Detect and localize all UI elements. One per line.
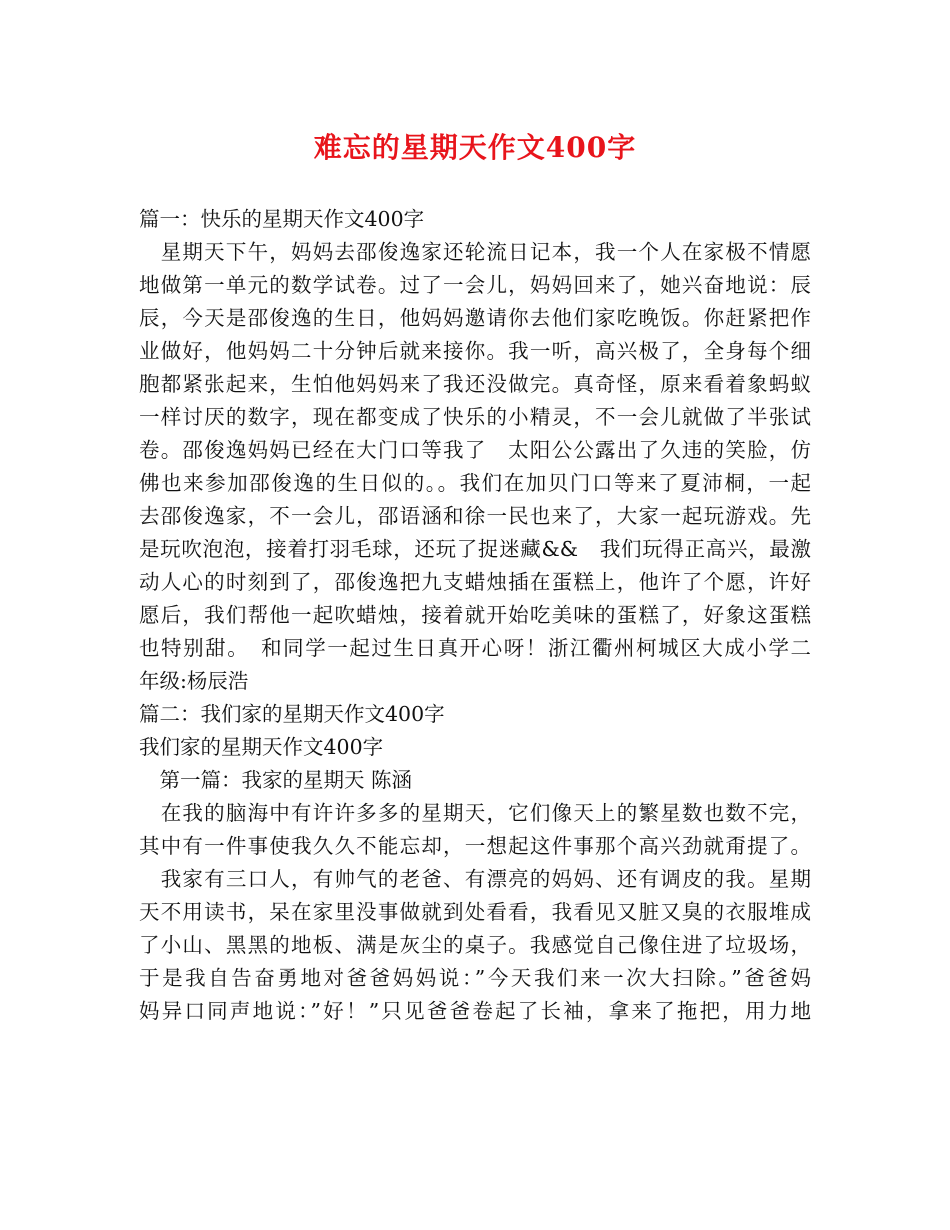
text-line: 卷。邵俊逸妈妈已经在大门口等我了 太阳公公露出了久违的笑脸，仿	[139, 438, 811, 462]
text-line: 去邵俊逸家，不一会儿，邵语涵和徐一民也来了，大家一起玩游戏。先	[139, 504, 811, 528]
text-line: 其中有一件事使我久久不能忘却，一想起这件事那个高兴劲就甭提了。	[139, 834, 811, 858]
text-line: 第一篇：我家的星期天 陈涵	[139, 768, 413, 792]
text-line: 一样讨厌的数字，现在都变成了快乐的小精灵，不一会儿就做了半张试	[139, 405, 811, 429]
text-line: 辰，今天是邵俊逸的生日，他妈妈邀请你去他们家吃晚饭。你赶紧把作	[139, 306, 811, 330]
text-line: 地做第一单元的数学试卷。过了一会儿，妈妈回来了，她兴奋地说：辰	[139, 273, 811, 297]
text-line: 篇一：快乐的星期天作文400字	[139, 207, 425, 231]
text-line: 也特别甜。 和同学一起过生日真开心呀！浙江衢州柯城区大成小学二	[139, 636, 811, 660]
text-line: 于是我自告奋勇地对爸爸妈妈说：”今天我们来一次大扫除。”爸爸妈	[139, 966, 811, 990]
text-line: 愿后，我们帮他一起吹蜡烛，接着就开始吃美味的蛋糕了，好象这蛋糕	[139, 603, 811, 627]
text-line: 天不用读书，呆在家里没事做就到处看看，我看见又脏又臭的衣服堆成	[139, 900, 811, 924]
document-title: 难忘的星期天作文400字	[313, 131, 637, 164]
text-line: 年级:杨辰浩	[139, 669, 249, 693]
text-line: 动人心的时刻到了，邵俊逸把九支蜡烛插在蛋糕上，他许了个愿，许好	[139, 570, 811, 594]
text-line: 业做好，他妈妈二十分钟后就来接你。我一听，高兴极了，全身每个细	[139, 339, 811, 363]
text-line: 在我的脑海中有许许多多的星期天，它们像天上的繁星数也数不完，	[139, 801, 811, 825]
text-line: 了小山、黑黑的地板、满是灰尘的桌子。我感觉自己像住进了垃圾场，	[139, 933, 811, 957]
text-line: 是玩吹泡泡，接着打羽毛球，还玩了捉迷藏&& 我们玩得正高兴，最激	[139, 537, 811, 561]
text-line: 我家有三口人，有帅气的老爸、有漂亮的妈妈、还有调皮的我。星期	[139, 867, 811, 891]
text-line: 妈异口同声地说：”好！”只见爸爸卷起了长袖，拿来了拖把，用力地	[139, 999, 811, 1023]
document-body	[139, 203, 811, 1028]
text-line: 胞都紧张起来，生怕他妈妈来了我还没做完。真奇怪，原来看着象蚂蚁	[139, 372, 811, 396]
text-line: 佛也来参加邵俊逸的生日似的。。我们在加贝门口等来了夏沛桐，一起	[139, 471, 811, 495]
text-line: 星期天下午，妈妈去邵俊逸家还轮流日记本，我一个人在家极不情愿	[139, 240, 811, 264]
text-line: 篇二：我们家的星期天作文400字	[139, 702, 445, 726]
text-line: 我们家的星期天作文400字	[139, 735, 384, 759]
